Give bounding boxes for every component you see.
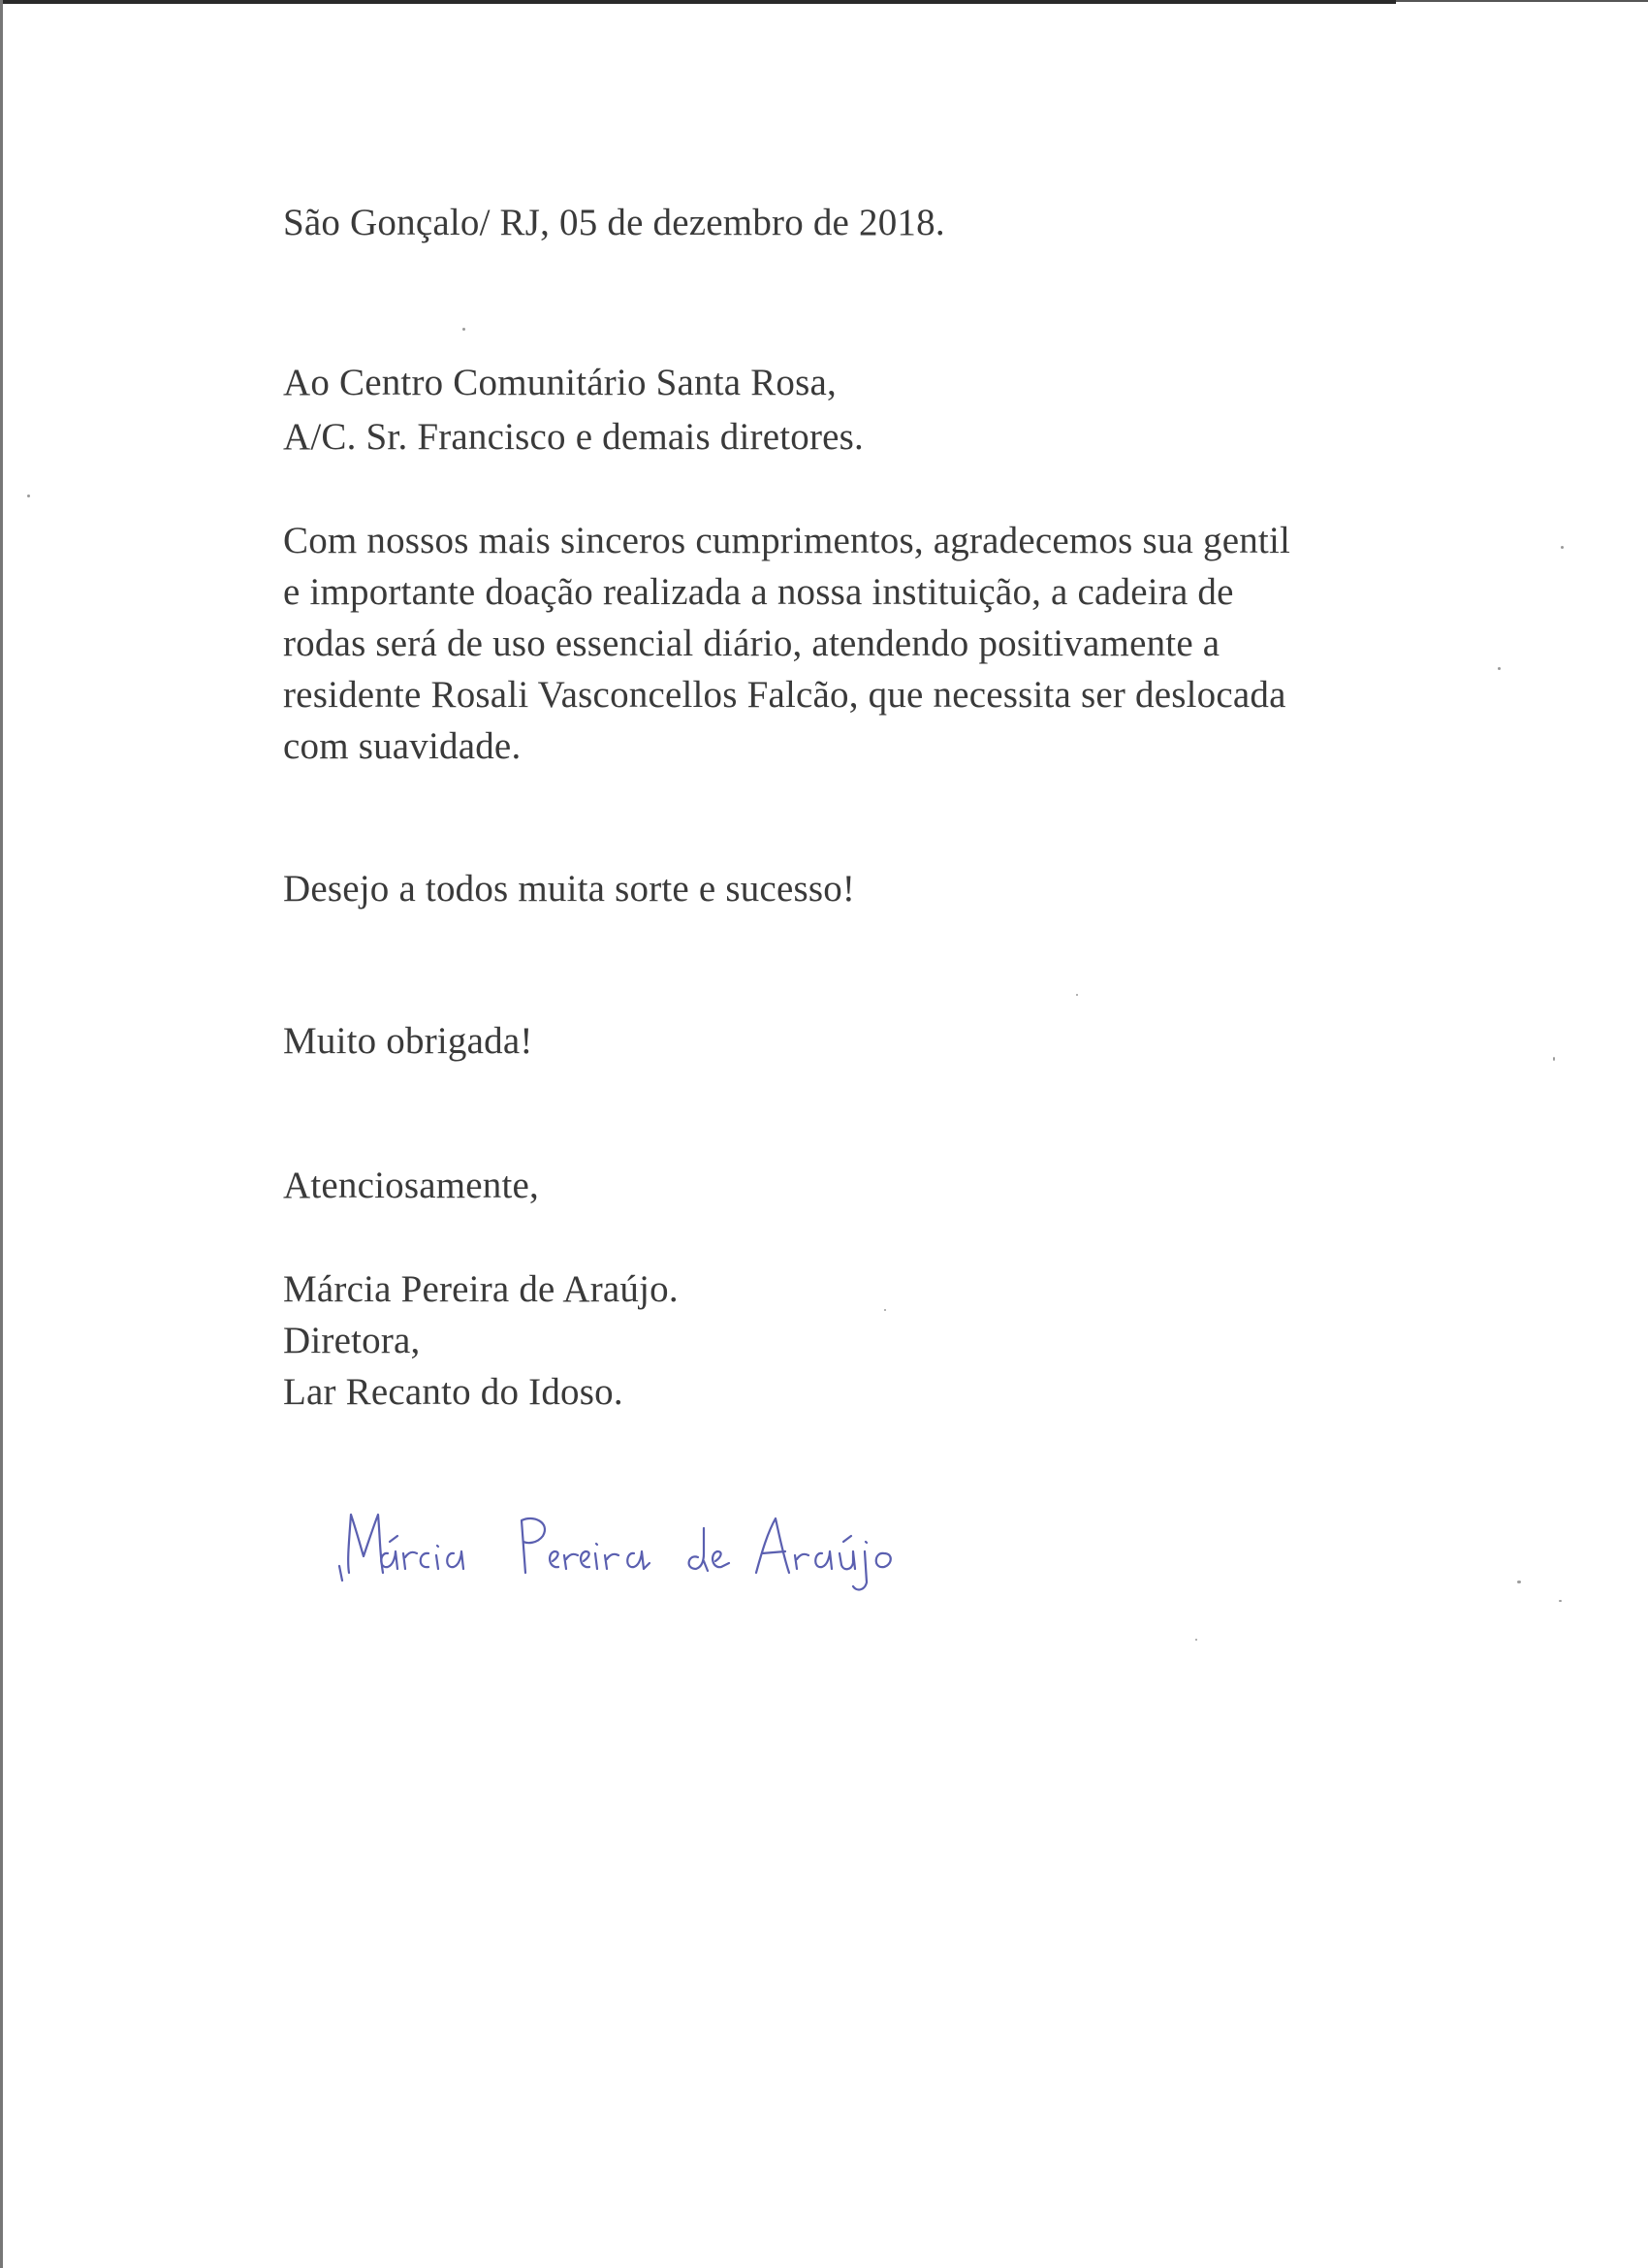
scan-speck (27, 495, 30, 497)
sender-organization: Lar Recanto do Idoso. (283, 1371, 623, 1413)
scan-speck (1195, 1639, 1197, 1641)
body-line: e importante doação realizada a nossa instituição, a cadeira de (283, 571, 1234, 613)
scan-speck (1076, 994, 1078, 996)
body-line: residente Rosali Vasconcellos Falcão, que necessita ser deslocada (283, 674, 1286, 716)
body-line: rodas será de uso essencial diário, atendendo positivamente a (283, 623, 1220, 664)
body-line: com suavidade. (283, 725, 522, 767)
handwritten-signature (330, 1493, 911, 1600)
body-line: Com nossos mais sinceros cumprimentos, agradecemos sua gentil (283, 520, 1291, 561)
thanks-line: Muito obrigada! (283, 1020, 533, 1062)
sender-name: Márcia Pereira de Araújo. (283, 1268, 679, 1310)
scan-speck (1559, 1600, 1562, 1602)
date-line: São Gonçalo/ RJ, 05 de dezembro de 2018. (283, 202, 945, 243)
scan-speck (1561, 546, 1564, 549)
scan-speck (462, 328, 465, 331)
scan-edge (0, 0, 1396, 4)
sender-title: Diretora, (283, 1320, 421, 1361)
scan-speck (884, 1309, 886, 1311)
wish-line: Desejo a todos muita sorte e sucesso! (283, 868, 856, 910)
recipient-line-1: Ao Centro Comunitário Santa Rosa, (283, 362, 837, 403)
scan-speck (1498, 667, 1501, 670)
scan-speck (1517, 1581, 1521, 1583)
closing-line: Atenciosamente, (283, 1165, 539, 1206)
scan-speck (1553, 1057, 1555, 1061)
recipient-line-2: A/C. Sr. Francisco e demais diretores. (283, 416, 864, 458)
scan-edge (1396, 0, 1648, 2)
scan-edge (0, 0, 3, 2268)
